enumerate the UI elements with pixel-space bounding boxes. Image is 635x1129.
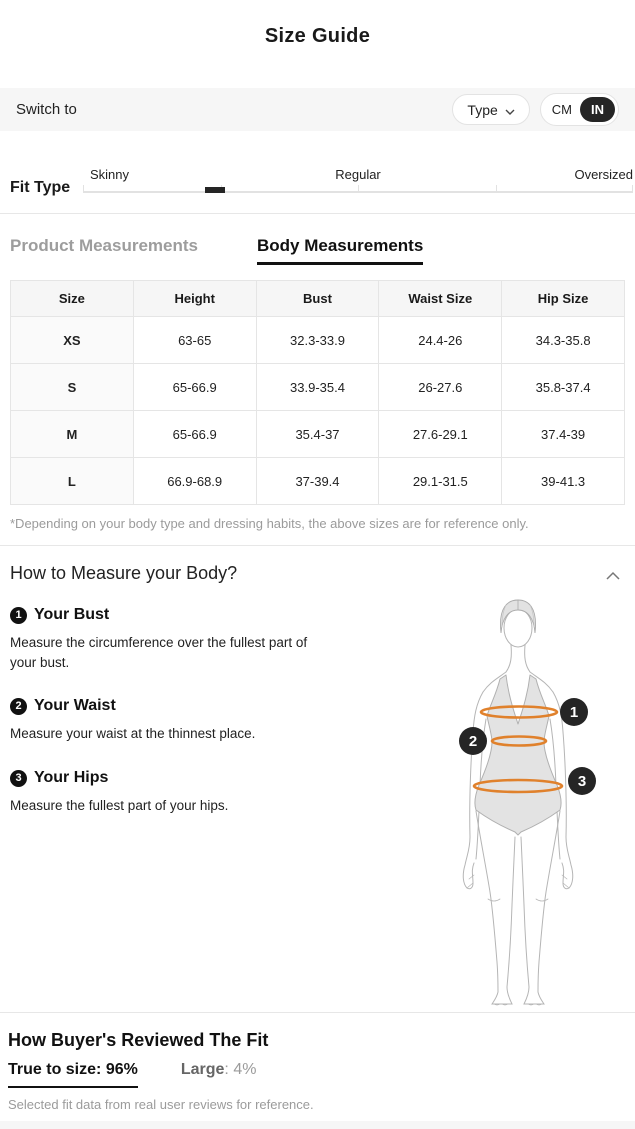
page-title: Size Guide bbox=[264, 25, 371, 47]
diagram-badge-2: 2 bbox=[468, 733, 478, 750]
scale-label-oversized: Oversized bbox=[574, 167, 633, 182]
col-waist: Waist Size bbox=[379, 281, 502, 317]
unit-option-in[interactable]: IN bbox=[580, 97, 615, 122]
type-dropdown[interactable] bbox=[452, 94, 529, 125]
fit-review-stats bbox=[8, 1061, 628, 1088]
bottom-section-strip bbox=[0, 1121, 635, 1129]
table-row: XS 63-65 32.3-33.9 24.4-26 34.3-35.8 bbox=[11, 317, 625, 364]
divider bbox=[0, 1012, 635, 1013]
table-row: L 66.9-68.9 37-39.4 29.1-31.5 39-41.3 bbox=[11, 458, 625, 505]
col-size: Size bbox=[11, 281, 134, 317]
fit-type-label: Fit Type bbox=[10, 179, 71, 196]
unit-toggle[interactable] bbox=[540, 93, 619, 126]
scale-label-skinny: Skinny bbox=[90, 167, 130, 182]
diagram-badge-3: 3 bbox=[577, 773, 587, 790]
scale-label-regular: Regular bbox=[335, 167, 381, 182]
step-number-badge: 1 bbox=[10, 607, 27, 624]
switch-to-bar bbox=[0, 88, 635, 131]
bodysuit-shape bbox=[475, 675, 561, 835]
switch-to-label: Switch to bbox=[16, 101, 77, 118]
table-row: S 65-66.9 33.9-35.4 26-27.6 35.8-37.4 bbox=[11, 364, 625, 411]
fit-review-note: Selected fit data from real user reviews for reference. bbox=[8, 1097, 314, 1112]
fit-stat-true-to-size[interactable]: True to size: 96% bbox=[8, 1061, 138, 1088]
col-hip: Hip Size bbox=[502, 281, 625, 317]
col-bust: Bust bbox=[256, 281, 379, 317]
tab-product-measurements[interactable]: Product Measurements bbox=[10, 236, 198, 255]
fit-type-slider bbox=[83, 185, 633, 193]
body-measurement-diagram bbox=[440, 595, 635, 1010]
step-title: Your Waist bbox=[34, 697, 116, 714]
step-title: Your Hips bbox=[34, 769, 109, 786]
fit-stat-large[interactable]: Large: 4% bbox=[180, 1061, 257, 1078]
switch-controls bbox=[452, 93, 619, 126]
type-dropdown-label: Type bbox=[467, 101, 498, 118]
body-figure-illustration bbox=[440, 595, 635, 1010]
divider bbox=[0, 545, 635, 546]
step-description: Measure the circumference over the fullest part of your bust. bbox=[10, 635, 308, 670]
diagram-badge-1: 1 bbox=[569, 704, 579, 721]
step-title: Your Bust bbox=[34, 606, 110, 623]
divider bbox=[0, 213, 635, 214]
col-height: Height bbox=[133, 281, 256, 317]
fit-type-marker bbox=[205, 187, 225, 193]
step-description: Measure the fullest part of your hips. bbox=[10, 798, 229, 813]
chevron-up-icon bbox=[605, 569, 621, 584]
step-number-badge: 3 bbox=[10, 770, 27, 787]
table-footnote: *Depending on your body type and dressing habits, the above sizes are for reference only. bbox=[10, 516, 529, 531]
tab-body-measurements[interactable]: Body Measurements bbox=[257, 236, 423, 265]
fit-type-scale-labels bbox=[83, 167, 633, 182]
how-to-measure-title: How to Measure your Body? bbox=[10, 563, 238, 583]
measure-step-bust bbox=[10, 606, 332, 672]
fit-review-title: How Buyer's Reviewed The Fit bbox=[8, 1030, 269, 1050]
collapse-section-button[interactable] bbox=[604, 567, 622, 585]
unit-option-cm[interactable]: CM bbox=[551, 102, 572, 117]
measure-step-hips bbox=[10, 769, 332, 816]
table-header-row bbox=[11, 281, 625, 317]
chevron-down-icon bbox=[505, 102, 515, 118]
measure-step-waist bbox=[10, 697, 332, 744]
size-table bbox=[10, 280, 625, 505]
step-number-badge: 2 bbox=[10, 698, 27, 715]
table-row: M 65-66.9 35.4-37 27.6-29.1 37.4-39 bbox=[11, 411, 625, 458]
step-description: Measure your waist at the thinnest place. bbox=[10, 726, 256, 741]
